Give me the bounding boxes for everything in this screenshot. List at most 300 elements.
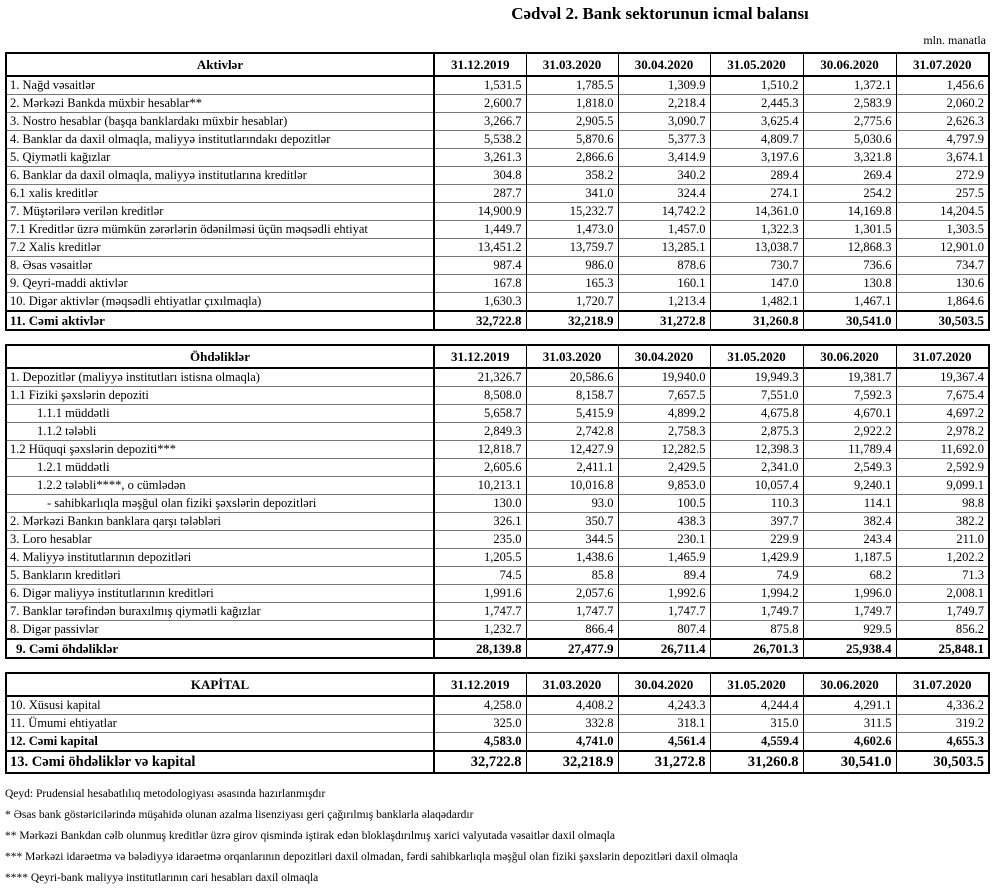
value-cell: 1,531.5 <box>434 76 526 95</box>
row-label: 2. Mərkəzi Bankda müxbir hesablar** <box>6 95 434 113</box>
table-row <box>6 495 989 513</box>
value-cell: 7,657.5 <box>618 387 710 405</box>
value-cell: 110.3 <box>710 495 803 513</box>
value-cell: 4,741.0 <box>526 733 618 752</box>
date-column-header: 31.07.2020 <box>896 673 989 696</box>
value-cell: 272.9 <box>896 167 989 185</box>
table-row <box>6 733 989 752</box>
footnotes <box>5 787 963 886</box>
header-row <box>6 345 989 368</box>
value-cell: 1,510.2 <box>710 76 803 95</box>
table-row <box>6 441 989 459</box>
value-cell: 167.8 <box>434 275 526 293</box>
value-cell: 12,901.0 <box>896 239 989 257</box>
date-column-header: 30.04.2020 <box>618 673 710 696</box>
value-cell: 2,060.2 <box>896 95 989 113</box>
value-cell: 27,477.9 <box>526 639 618 658</box>
value-cell: 2,905.5 <box>526 113 618 131</box>
value-cell: 4,258.0 <box>434 696 526 715</box>
value-cell: 4,697.2 <box>896 405 989 423</box>
row-label: 7. Banklar tərəfindən buraxılmış qiymətli kağızlar <box>6 603 434 621</box>
row-label: 4. Maliyyə institutlarının depozitləri <box>6 549 434 567</box>
value-cell: 13,285.1 <box>618 239 710 257</box>
value-cell: 74.5 <box>434 567 526 585</box>
value-cell: 1,482.1 <box>710 293 803 312</box>
value-cell: 235.0 <box>434 531 526 549</box>
value-cell: 929.5 <box>803 621 896 640</box>
table-row <box>6 275 989 293</box>
value-cell: 12,818.7 <box>434 441 526 459</box>
row-label: 5. Qiymətli kağızlar <box>6 149 434 167</box>
value-cell: 4,243.3 <box>618 696 710 715</box>
value-cell: 1,992.6 <box>618 585 710 603</box>
value-cell: 19,367.4 <box>896 368 989 387</box>
table-row <box>6 549 989 567</box>
row-label: 1.1.1 müddətli <box>6 405 434 423</box>
value-cell: 32,218.9 <box>526 311 618 330</box>
value-cell: 5,415.9 <box>526 405 618 423</box>
value-cell: 1,996.0 <box>803 585 896 603</box>
date-column-header: 31.12.2019 <box>434 345 526 368</box>
row-label: 1. Nağd vəsaitlər <box>6 76 434 95</box>
value-cell: 7,551.0 <box>710 387 803 405</box>
table-row <box>6 603 989 621</box>
section-head <box>6 673 989 696</box>
value-cell: 68.2 <box>803 567 896 585</box>
value-cell: 257.5 <box>896 185 989 203</box>
value-cell: 3,090.7 <box>618 113 710 131</box>
value-cell: 114.1 <box>803 495 896 513</box>
value-cell: 1,309.9 <box>618 76 710 95</box>
row-label: 7.2 Xalis kreditlər <box>6 239 434 257</box>
value-cell: 4,809.7 <box>710 131 803 149</box>
value-cell: 358.2 <box>526 167 618 185</box>
table-row <box>6 293 989 312</box>
table-row <box>6 257 989 275</box>
value-cell: 1,864.6 <box>896 293 989 312</box>
table-row <box>6 95 989 113</box>
row-label: 1.1.2 tələbli <box>6 423 434 441</box>
row-label: 10. Xüsusi kapital <box>6 696 434 715</box>
value-cell: 11,692.0 <box>896 441 989 459</box>
value-cell: 1,457.0 <box>618 221 710 239</box>
section-title: Aktivlər <box>6 53 434 76</box>
table-row <box>6 185 989 203</box>
date-column-header: 30.04.2020 <box>618 345 710 368</box>
value-cell: 14,742.2 <box>618 203 710 221</box>
value-cell: 19,940.0 <box>618 368 710 387</box>
value-cell: 3,266.7 <box>434 113 526 131</box>
value-cell: 1,301.5 <box>803 221 896 239</box>
table-row <box>6 387 989 405</box>
value-cell: 9,099.1 <box>896 477 989 495</box>
value-cell: 9,240.1 <box>803 477 896 495</box>
table-row <box>6 621 989 640</box>
value-cell: 304.8 <box>434 167 526 185</box>
value-cell: 1,213.4 <box>618 293 710 312</box>
value-cell: 15,232.7 <box>526 203 618 221</box>
value-cell: 875.8 <box>710 621 803 640</box>
value-cell: 1,456.6 <box>896 76 989 95</box>
row-label: 6. Banklar da daxil olmaqla, maliyyə institutlarına kreditlər <box>6 167 434 185</box>
footnote: * Əsas bank göstəricilərində müşahidə olunan azalma lisenziyası geri çağırılmış banklarla əlaqədardır <box>5 809 474 821</box>
value-cell: 8,508.0 <box>434 387 526 405</box>
value-cell: 20,586.6 <box>526 368 618 387</box>
table-row <box>6 715 989 733</box>
value-cell: 4,336.2 <box>896 696 989 715</box>
date-column-header: 31.05.2020 <box>710 53 803 76</box>
table-row <box>6 203 989 221</box>
value-cell: 325.0 <box>434 715 526 733</box>
table-row <box>6 459 989 477</box>
header-row <box>6 53 989 76</box>
value-cell: 318.1 <box>618 715 710 733</box>
value-cell: 866.4 <box>526 621 618 640</box>
table-row <box>6 113 989 131</box>
value-cell: 987.4 <box>434 257 526 275</box>
unit-label: mln. manatla <box>923 33 986 47</box>
section-head <box>6 53 989 76</box>
value-cell: 856.2 <box>896 621 989 640</box>
table-row <box>6 423 989 441</box>
value-cell: 30,503.5 <box>896 751 989 773</box>
row-label: 7. Müştərilərə verilən kreditlər <box>6 203 434 221</box>
value-cell: 2,600.7 <box>434 95 526 113</box>
value-cell: 19,381.7 <box>803 368 896 387</box>
value-cell: 28,139.8 <box>434 639 526 658</box>
section-title: Öhdəliklər <box>6 345 434 368</box>
value-cell: 93.0 <box>526 495 618 513</box>
row-label: 11. Ümumi ehtiyatlar <box>6 715 434 733</box>
value-cell: 31,272.8 <box>618 751 710 773</box>
value-cell: 4,655.3 <box>896 733 989 752</box>
table-row <box>6 567 989 585</box>
value-cell: 10,057.4 <box>710 477 803 495</box>
row-label: 1. Depozitlər (maliyyə institutları istisna olmaqla) <box>6 368 434 387</box>
value-cell: 1,473.0 <box>526 221 618 239</box>
value-cell: 4,291.1 <box>803 696 896 715</box>
value-cell: 1,994.2 <box>710 585 803 603</box>
value-cell: 71.3 <box>896 567 989 585</box>
header-row <box>6 673 989 696</box>
date-column-header: 30.04.2020 <box>618 53 710 76</box>
value-cell: 1,747.7 <box>526 603 618 621</box>
footnote: ** Mərkəzi Bankdan cəlb olunmuş kreditlər üzrə girov qismində iştirak edən bloklaşdırılmış xarici valyutada vəsaitlər daxil olmaqla <box>5 830 615 842</box>
value-cell: 32,722.8 <box>434 311 526 330</box>
value-cell: 2,758.3 <box>618 423 710 441</box>
value-cell: 25,938.4 <box>803 639 896 658</box>
value-cell: 2,411.1 <box>526 459 618 477</box>
footnote: Qeyd: Prudensial hesabatlılıq metodologiyası əsasında hazırlanmışdır <box>5 788 326 800</box>
value-cell: 382.4 <box>803 513 896 531</box>
value-cell: 4,675.8 <box>710 405 803 423</box>
row-label: 9. Qeyri-maddi aktivlər <box>6 275 434 293</box>
value-cell: 25,848.1 <box>896 639 989 658</box>
footnote: **** Qeyri-bank maliyyə institutlarının cari hesabları daxil olmaqla <box>5 872 319 884</box>
value-cell: 12,398.3 <box>710 441 803 459</box>
value-cell: 130.8 <box>803 275 896 293</box>
value-cell: 14,900.9 <box>434 203 526 221</box>
value-cell: 89.4 <box>618 567 710 585</box>
value-cell: 1,467.1 <box>803 293 896 312</box>
value-cell: 12,868.3 <box>803 239 896 257</box>
value-cell: 1,303.5 <box>896 221 989 239</box>
value-cell: 326.1 <box>434 513 526 531</box>
value-cell: 986.0 <box>526 257 618 275</box>
value-cell: 2,875.3 <box>710 423 803 441</box>
value-cell: 4,244.4 <box>710 696 803 715</box>
value-cell: 165.3 <box>526 275 618 293</box>
value-cell: 1,429.9 <box>710 549 803 567</box>
value-cell: 11,789.4 <box>803 441 896 459</box>
value-cell: 4,670.1 <box>803 405 896 423</box>
value-cell: 382.2 <box>896 513 989 531</box>
value-cell: 1,630.3 <box>434 293 526 312</box>
value-cell: 147.0 <box>710 275 803 293</box>
table-row <box>6 167 989 185</box>
value-cell: 85.8 <box>526 567 618 585</box>
value-cell: 2,429.5 <box>618 459 710 477</box>
date-column-header: 31.07.2020 <box>896 345 989 368</box>
section-body <box>6 76 989 330</box>
value-cell: 4,583.0 <box>434 733 526 752</box>
value-cell: 287.7 <box>434 185 526 203</box>
row-label: 4. Banklar da daxil olmaqla, maliyyə institutlarındakı depozitlər <box>6 131 434 149</box>
value-cell: 243.4 <box>803 531 896 549</box>
value-cell: 269.4 <box>803 167 896 185</box>
value-cell: 7,675.4 <box>896 387 989 405</box>
value-cell: 2,218.4 <box>618 95 710 113</box>
section-body <box>6 368 989 658</box>
date-column-header: 31.05.2020 <box>710 345 803 368</box>
section-table-1 <box>5 344 990 659</box>
value-cell: 160.1 <box>618 275 710 293</box>
value-cell: 311.5 <box>803 715 896 733</box>
table-row <box>6 639 989 658</box>
value-cell: 5,377.3 <box>618 131 710 149</box>
table-row <box>6 76 989 95</box>
value-cell: 340.2 <box>618 167 710 185</box>
table-row <box>6 368 989 387</box>
date-column-header: 30.06.2020 <box>803 673 896 696</box>
value-cell: 2,866.6 <box>526 149 618 167</box>
value-cell: 5,658.7 <box>434 405 526 423</box>
value-cell: 1,818.0 <box>526 95 618 113</box>
value-cell: 13,451.2 <box>434 239 526 257</box>
value-cell: 3,674.1 <box>896 149 989 167</box>
row-label: 9. Cəmi öhdəliklər <box>6 639 434 658</box>
section-table-2 <box>5 672 990 774</box>
value-cell: 5,870.6 <box>526 131 618 149</box>
value-cell: 254.2 <box>803 185 896 203</box>
value-cell: 26,701.3 <box>710 639 803 658</box>
page-title: Cədvəl 2. Bank sektorunun icmal balansı <box>511 4 809 23</box>
row-label: 1.2 Hüquqi şəxslərin depoziti*** <box>6 441 434 459</box>
value-cell: 8,158.7 <box>526 387 618 405</box>
value-cell: 26,711.4 <box>618 639 710 658</box>
row-label: 5. Bankların kreditləri <box>6 567 434 585</box>
value-cell: 98.8 <box>896 495 989 513</box>
row-label: 13. Cəmi öhdəliklər və kapital <box>6 751 434 773</box>
value-cell: 1,749.7 <box>896 603 989 621</box>
value-cell: 2,742.8 <box>526 423 618 441</box>
section-table-0 <box>5 52 990 331</box>
row-label: 1.2.2 tələbli****, o cümlədən <box>6 477 434 495</box>
value-cell: 2,978.2 <box>896 423 989 441</box>
value-cell: 30,541.0 <box>803 751 896 773</box>
value-cell: 1,449.7 <box>434 221 526 239</box>
value-cell: 13,759.7 <box>526 239 618 257</box>
value-cell: 21,326.7 <box>434 368 526 387</box>
row-label: 10. Digər aktivlər (məqsədli ehtiyatlar çıxılmaqla) <box>6 293 434 312</box>
value-cell: 3,197.6 <box>710 149 803 167</box>
value-cell: 2,057.6 <box>526 585 618 603</box>
value-cell: 344.5 <box>526 531 618 549</box>
row-label: 8. Əsas vəsaitlər <box>6 257 434 275</box>
row-label: 6. Digər maliyyə institutlarının kreditləri <box>6 585 434 603</box>
value-cell: 2,445.3 <box>710 95 803 113</box>
value-cell: 319.2 <box>896 715 989 733</box>
value-cell: 1,720.7 <box>526 293 618 312</box>
value-cell: 5,030.6 <box>803 131 896 149</box>
value-cell: 1,749.7 <box>803 603 896 621</box>
value-cell: 397.7 <box>710 513 803 531</box>
date-column-header: 31.03.2020 <box>526 345 618 368</box>
date-column-header: 30.06.2020 <box>803 345 896 368</box>
value-cell: 1,747.7 <box>434 603 526 621</box>
value-cell: 734.7 <box>896 257 989 275</box>
value-cell: 1,205.5 <box>434 549 526 567</box>
table-row <box>6 149 989 167</box>
row-label: 1.1 Fiziki şəxslərin depoziti <box>6 387 434 405</box>
value-cell: 10,016.8 <box>526 477 618 495</box>
value-cell: 1,372.1 <box>803 76 896 95</box>
value-cell: 12,282.5 <box>618 441 710 459</box>
value-cell: 1,322.3 <box>710 221 803 239</box>
value-cell: 30,503.5 <box>896 311 989 330</box>
value-cell: 3,321.8 <box>803 149 896 167</box>
row-label: 12. Cəmi kapital <box>6 733 434 752</box>
table-row <box>6 131 989 149</box>
value-cell: 1,747.7 <box>618 603 710 621</box>
value-cell: 130.0 <box>434 495 526 513</box>
row-label: - sahibkarlıqla məşğul olan fiziki şəxslərin depozitləri <box>6 495 434 513</box>
value-cell: 7,592.3 <box>803 387 896 405</box>
table-row <box>6 696 989 715</box>
row-label: 6.1 xalis kreditlər <box>6 185 434 203</box>
value-cell: 31,260.8 <box>710 311 803 330</box>
value-cell: 1,749.7 <box>710 603 803 621</box>
value-cell: 14,204.5 <box>896 203 989 221</box>
value-cell: 74.9 <box>710 567 803 585</box>
value-cell: 9,853.0 <box>618 477 710 495</box>
value-cell: 13,038.7 <box>710 239 803 257</box>
row-label: 11. Cəmi aktivlər <box>6 311 434 330</box>
value-cell: 230.1 <box>618 531 710 549</box>
value-cell: 332.8 <box>526 715 618 733</box>
value-cell: 31,272.8 <box>618 311 710 330</box>
value-cell: 2,922.2 <box>803 423 896 441</box>
value-cell: 2,341.0 <box>710 459 803 477</box>
value-cell: 289.4 <box>710 167 803 185</box>
value-cell: 5,538.2 <box>434 131 526 149</box>
value-cell: 2,626.3 <box>896 113 989 131</box>
value-cell: 730.7 <box>710 257 803 275</box>
date-column-header: 31.05.2020 <box>710 673 803 696</box>
table-row <box>6 751 989 773</box>
value-cell: 19,949.3 <box>710 368 803 387</box>
value-cell: 1,438.6 <box>526 549 618 567</box>
value-cell: 32,218.9 <box>526 751 618 773</box>
date-column-header: 31.12.2019 <box>434 673 526 696</box>
row-label: 1.2.1 müddətli <box>6 459 434 477</box>
value-cell: 736.6 <box>803 257 896 275</box>
value-cell: 807.4 <box>618 621 710 640</box>
value-cell: 350.7 <box>526 513 618 531</box>
section-head <box>6 345 989 368</box>
value-cell: 1,187.5 <box>803 549 896 567</box>
value-cell: 274.1 <box>710 185 803 203</box>
row-label: 3. Loro hesablar <box>6 531 434 549</box>
value-cell: 130.6 <box>896 275 989 293</box>
value-cell: 2,549.3 <box>803 459 896 477</box>
value-cell: 4,561.4 <box>618 733 710 752</box>
date-column-header: 31.03.2020 <box>526 673 618 696</box>
value-cell: 438.3 <box>618 513 710 531</box>
value-cell: 2,583.9 <box>803 95 896 113</box>
value-cell: 14,169.8 <box>803 203 896 221</box>
value-cell: 10,213.1 <box>434 477 526 495</box>
value-cell: 100.5 <box>618 495 710 513</box>
table-row <box>6 311 989 330</box>
value-cell: 1,465.9 <box>618 549 710 567</box>
value-cell: 315.0 <box>710 715 803 733</box>
value-cell: 2,008.1 <box>896 585 989 603</box>
value-cell: 229.9 <box>710 531 803 549</box>
table-row <box>6 531 989 549</box>
value-cell: 30,541.0 <box>803 311 896 330</box>
value-cell: 878.6 <box>618 257 710 275</box>
value-cell: 2,849.3 <box>434 423 526 441</box>
table-row <box>6 585 989 603</box>
value-cell: 324.4 <box>618 185 710 203</box>
balance-sheet-tables <box>0 52 1000 774</box>
value-cell: 341.0 <box>526 185 618 203</box>
value-cell: 2,775.6 <box>803 113 896 131</box>
value-cell: 12,427.9 <box>526 441 618 459</box>
value-cell: 3,625.4 <box>710 113 803 131</box>
date-column-header: 31.12.2019 <box>434 53 526 76</box>
table-row <box>6 239 989 257</box>
value-cell: 4,559.4 <box>710 733 803 752</box>
value-cell: 1,202.2 <box>896 549 989 567</box>
section-body <box>6 696 989 773</box>
row-label: 3. Nostro hesablar (başqa banklardakı müxbir hesablar) <box>6 113 434 131</box>
value-cell: 4,602.6 <box>803 733 896 752</box>
value-cell: 2,605.6 <box>434 459 526 477</box>
table-row <box>6 513 989 531</box>
footnote: *** Mərkəzi idarəetmə və bələdiyyə idarəetmə orqanlarının depozitləri daxil olmadan, fərdi sahibkarlıqla məşğul olan fiziki şəxslərin depozitləri daxil olmaqla <box>5 851 738 863</box>
value-cell: 4,899.2 <box>618 405 710 423</box>
value-cell: 1,232.7 <box>434 621 526 640</box>
table-row <box>6 221 989 239</box>
table-row <box>6 405 989 423</box>
row-label: 2. Mərkəzi Bankın banklara qarşı tələbləri <box>6 513 434 531</box>
section-title: KAPİTAL <box>6 673 434 696</box>
table-row <box>6 477 989 495</box>
value-cell: 3,414.9 <box>618 149 710 167</box>
value-cell: 14,361.0 <box>710 203 803 221</box>
